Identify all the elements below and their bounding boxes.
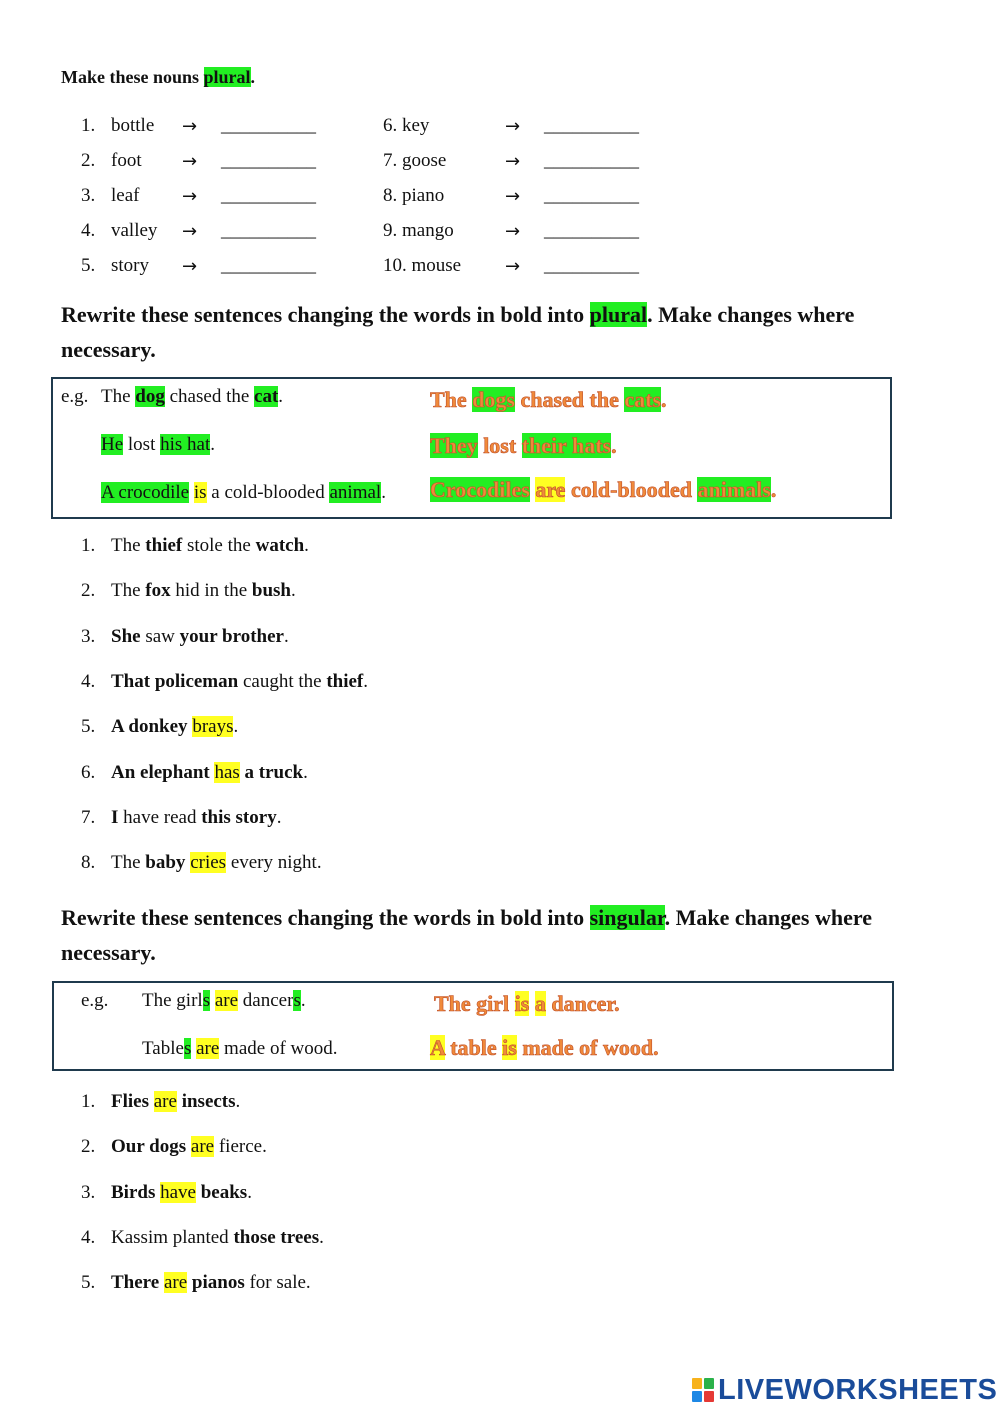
bold-word: a truck xyxy=(244,762,304,783)
item-number: 5. xyxy=(81,716,96,737)
bold-word: She xyxy=(111,626,141,647)
answer-blank[interactable]: __________ xyxy=(544,255,639,276)
item-number: 4. xyxy=(81,1227,96,1248)
noun-word: bottle xyxy=(111,115,155,136)
bold-word: There xyxy=(111,1272,160,1293)
text-part: every night. xyxy=(226,852,322,873)
highlighted-verb: has xyxy=(214,762,240,783)
noun-word: valley xyxy=(111,220,158,241)
example-answer-3: Crocodiles are cold-blooded animals. xyxy=(430,477,777,502)
text-part: The xyxy=(111,580,146,601)
noun-word: 8. piano xyxy=(383,185,445,206)
item-number: 1. xyxy=(81,115,96,136)
noun-row xyxy=(81,255,149,277)
text-part: have read xyxy=(118,807,202,828)
answer-blank[interactable]: __________ xyxy=(544,185,639,206)
item-number: 1. xyxy=(81,535,96,556)
arrow-icon: → xyxy=(505,221,521,242)
item-number: 4. xyxy=(81,671,96,692)
noun-word: story xyxy=(111,255,149,276)
bold-word: fox xyxy=(145,580,171,601)
text-part: saw xyxy=(140,626,180,647)
bold-word: this story xyxy=(201,807,277,828)
bold-word: Our dogs xyxy=(111,1136,187,1157)
item-number: 7. xyxy=(81,807,96,828)
bold-word: A donkey xyxy=(111,716,188,737)
exercise-item xyxy=(81,762,308,784)
bold-word: bush xyxy=(251,580,292,601)
example-sentence-1: The dog chased the cat. xyxy=(101,386,284,407)
text-part: for sale. xyxy=(244,1272,311,1293)
highlighted-verb: brays xyxy=(192,716,234,737)
text-part: The xyxy=(111,535,146,556)
answer-blank[interactable]: __________ xyxy=(544,220,639,241)
answer-blank[interactable]: __________ xyxy=(221,150,316,171)
example-answer-s2: A table is made of wood. xyxy=(430,1035,659,1060)
item-number: 8. xyxy=(81,852,96,873)
item-number: 2. xyxy=(81,1136,96,1157)
text-part: Kassim planted xyxy=(111,1227,234,1248)
exercise-item xyxy=(81,1272,311,1294)
example-sentence-2: He lost his hat. xyxy=(101,434,215,455)
exercise-item xyxy=(81,671,368,693)
exercise-item xyxy=(81,535,309,557)
noun-word: 7. goose xyxy=(383,150,447,171)
bold-word: your brother xyxy=(179,626,284,647)
bold-word: Birds xyxy=(111,1182,156,1203)
exercise-item xyxy=(81,1227,324,1249)
text-part: stole the xyxy=(182,535,256,556)
text-part: caught the xyxy=(238,671,327,692)
answer-blank[interactable]: __________ xyxy=(544,150,639,171)
noun-word: 9. mango xyxy=(383,220,454,241)
exercise-item xyxy=(81,580,296,602)
example-answer-1: The dogs chased the cats. xyxy=(430,387,667,412)
exercise-item xyxy=(81,1182,252,1204)
arrow-icon: → xyxy=(182,221,198,242)
highlighted-verb: are xyxy=(153,1091,177,1112)
arrow-icon: → xyxy=(505,256,521,277)
section2-title: Rewrite these sentences changing the words in bold into plural. Make changes where necessary. xyxy=(61,302,855,362)
bold-word: Flies xyxy=(111,1091,149,1112)
text-part: . xyxy=(233,716,239,737)
noun-row xyxy=(81,185,139,207)
exercise-item xyxy=(81,716,238,738)
exercise-item xyxy=(81,807,281,829)
text-part: . xyxy=(276,807,282,828)
example-label: e.g. xyxy=(61,386,89,407)
arrow-icon: → xyxy=(505,116,521,137)
bold-word: That policeman xyxy=(111,671,239,692)
liveworksheets-logo-icon xyxy=(692,1378,714,1402)
text-part: . xyxy=(363,671,368,692)
arrow-icon: → xyxy=(505,186,521,207)
highlight-plural: plural xyxy=(203,67,251,87)
bold-word: those trees xyxy=(233,1227,320,1248)
arrow-icon: → xyxy=(182,116,198,137)
arrow-icon: → xyxy=(505,151,521,172)
item-number: 6. xyxy=(81,762,96,783)
text-part: . xyxy=(283,626,289,647)
bold-word: baby xyxy=(145,852,186,873)
text-part: hid in the xyxy=(170,580,252,601)
text-part: fierce. xyxy=(214,1136,267,1157)
item-number: 5. xyxy=(81,1272,96,1293)
bold-word: pianos xyxy=(191,1272,245,1293)
answer-blank[interactable]: __________ xyxy=(221,115,316,136)
noun-word: 10. mouse xyxy=(383,255,462,276)
bold-word: I xyxy=(111,807,119,828)
noun-word: leaf xyxy=(111,185,140,206)
bold-word: beaks xyxy=(200,1182,248,1203)
section3-title: Rewrite these sentences changing the words in bold into singular. Make changes where necessary. xyxy=(61,905,872,965)
noun-word: foot xyxy=(111,150,142,171)
exercise-item xyxy=(81,1091,240,1113)
bold-word: watch xyxy=(255,535,305,556)
item-number: 2. xyxy=(81,150,96,171)
liveworksheets-logo: LIVEWORKSHEETS xyxy=(692,1375,997,1405)
answer-blank[interactable]: __________ xyxy=(221,220,316,241)
noun-row xyxy=(81,150,142,172)
item-number: 4. xyxy=(81,220,96,241)
example-sentence-3: A crocodile is a cold-blooded animal. xyxy=(101,482,386,503)
section1-title: Make these nouns plural. xyxy=(61,67,256,87)
bold-word: insects xyxy=(181,1091,236,1112)
answer-blank[interactable]: __________ xyxy=(221,255,316,276)
text-part: . xyxy=(291,580,296,601)
bold-word: thief xyxy=(326,671,364,692)
example-answer-2: They lost their hats. xyxy=(430,433,617,458)
exercise-item xyxy=(81,626,289,648)
exercise-item xyxy=(81,1136,267,1158)
item-number: 1. xyxy=(81,1091,96,1112)
item-number: 3. xyxy=(81,1182,96,1203)
example-sentence-s1: The girls are dancers. xyxy=(142,990,306,1011)
noun-row xyxy=(81,115,154,137)
text-part: . xyxy=(247,1182,252,1203)
example-answer-s1: The girl is a dancer. xyxy=(434,991,620,1016)
bold-word: thief xyxy=(145,535,183,556)
highlighted-verb: cries xyxy=(190,852,227,873)
noun-word: 6. key xyxy=(383,115,430,136)
bold-word: An elephant xyxy=(111,762,210,783)
text-part: . xyxy=(304,535,309,556)
text-part: . xyxy=(319,1227,324,1248)
item-number: 3. xyxy=(81,626,96,647)
text-part: . xyxy=(235,1091,241,1112)
item-number: 3. xyxy=(81,185,96,206)
answer-blank[interactable]: __________ xyxy=(544,115,639,136)
text-part: The xyxy=(111,852,146,873)
answer-blank[interactable]: __________ xyxy=(221,185,316,206)
example-label-2: e.g. xyxy=(81,990,109,1011)
arrow-icon: → xyxy=(182,256,198,277)
highlighted-verb: are xyxy=(163,1272,188,1293)
highlighted-verb: are xyxy=(190,1136,215,1157)
highlighted-verb: have xyxy=(160,1182,196,1203)
item-number: 5. xyxy=(81,255,96,276)
item-number: 2. xyxy=(81,580,96,601)
example-sentence-s2: Tables are made of wood. xyxy=(142,1038,338,1059)
arrow-icon: → xyxy=(182,186,198,207)
exercise-item xyxy=(81,852,322,874)
text-part: . xyxy=(303,762,308,783)
arrow-icon: → xyxy=(182,151,198,172)
noun-row xyxy=(81,220,157,242)
